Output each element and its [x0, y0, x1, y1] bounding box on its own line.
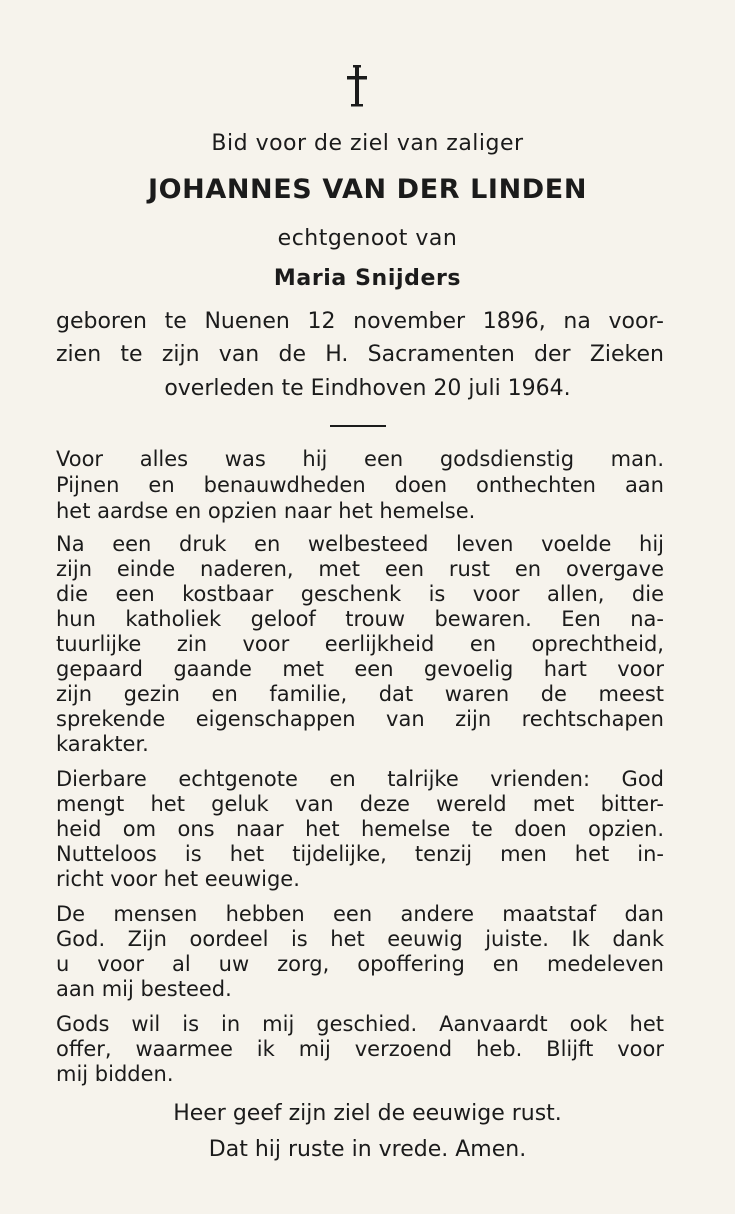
- text-line: richt voor het eeuwige.: [56, 867, 300, 891]
- text-line: sprekende eigenschappen van zijn rechtschapen: [56, 707, 664, 731]
- text-line: aan mij besteed.: [56, 977, 232, 1001]
- text-line: hun katholiek geloof trouw bewaren. Een na-: [56, 607, 664, 631]
- text-line: heid om ons naar het hemelse te doen opzien.: [56, 817, 664, 841]
- text-line: mengt het geluk van deze wereld met bitter-: [56, 792, 664, 816]
- text-line: Nutteloos is het tijdelijke, tenzij men het in-: [56, 842, 664, 866]
- spouse-label: echtgenoot van: [277, 226, 458, 251]
- sacraments-line: zien te zijn van de H. Sacramenten der Zieken: [56, 342, 664, 367]
- text-line: zijn einde naderen, met een rust en overgave: [56, 557, 664, 581]
- text-line: Pijnen en benauwdheden doen onthechten aan: [56, 473, 664, 497]
- latin-cross-icon: [345, 64, 369, 108]
- text-line: tuurlijke zin voor eerlijkheid en oprechtheid,: [56, 632, 664, 656]
- text-line: die een kostbaar geschenk is voor allen, die: [56, 582, 664, 606]
- text-line: Voor alles was hij een godsdienstig man.: [56, 447, 664, 471]
- text-line: u voor al uw zorg, opoffering en medeleven: [56, 952, 664, 976]
- intro-text: Bid voor de ziel van zaliger: [211, 131, 524, 156]
- text-line: zijn gezin en familie, dat waren de meest: [56, 682, 664, 706]
- closing-prayer-line-1: Heer geef zijn ziel de eeuwige rust.: [173, 1101, 562, 1126]
- text-line: Gods wil is in mij geschied. Aanvaardt ook het: [56, 1012, 664, 1036]
- text-line: karakter.: [56, 732, 149, 756]
- deceased-name: JOHANNES VAN DER LINDEN: [147, 174, 588, 205]
- birth-line: geboren te Nuenen 12 november 1896, na voor-: [56, 309, 664, 334]
- closing-prayer-line-2: Dat hij ruste in vrede. Amen.: [208, 1137, 527, 1162]
- text-line: Dierbare echtgenote en talrijke vrienden: God: [56, 767, 664, 791]
- text-line: mij bidden.: [56, 1062, 174, 1086]
- text-line: offer, waarmee ik mij verzoend heb. Blijft voor: [56, 1037, 664, 1061]
- text-line: gepaard gaande met een gevoelig hart voor: [56, 657, 664, 681]
- text-line: God. Zijn oordeel is het eeuwig juiste. Ik dank: [56, 927, 664, 951]
- spouse-name: Maria Snijders: [273, 266, 462, 291]
- text-line: het aardse en opzien naar het hemelse.: [56, 499, 476, 523]
- text-line: De mensen hebben een andere maatstaf dan: [56, 902, 664, 926]
- divider-rule: [330, 425, 386, 427]
- text-line: Na een druk en welbesteed leven voelde hij: [56, 532, 664, 556]
- death-line: overleden te Eindhoven 20 juli 1964.: [164, 376, 571, 401]
